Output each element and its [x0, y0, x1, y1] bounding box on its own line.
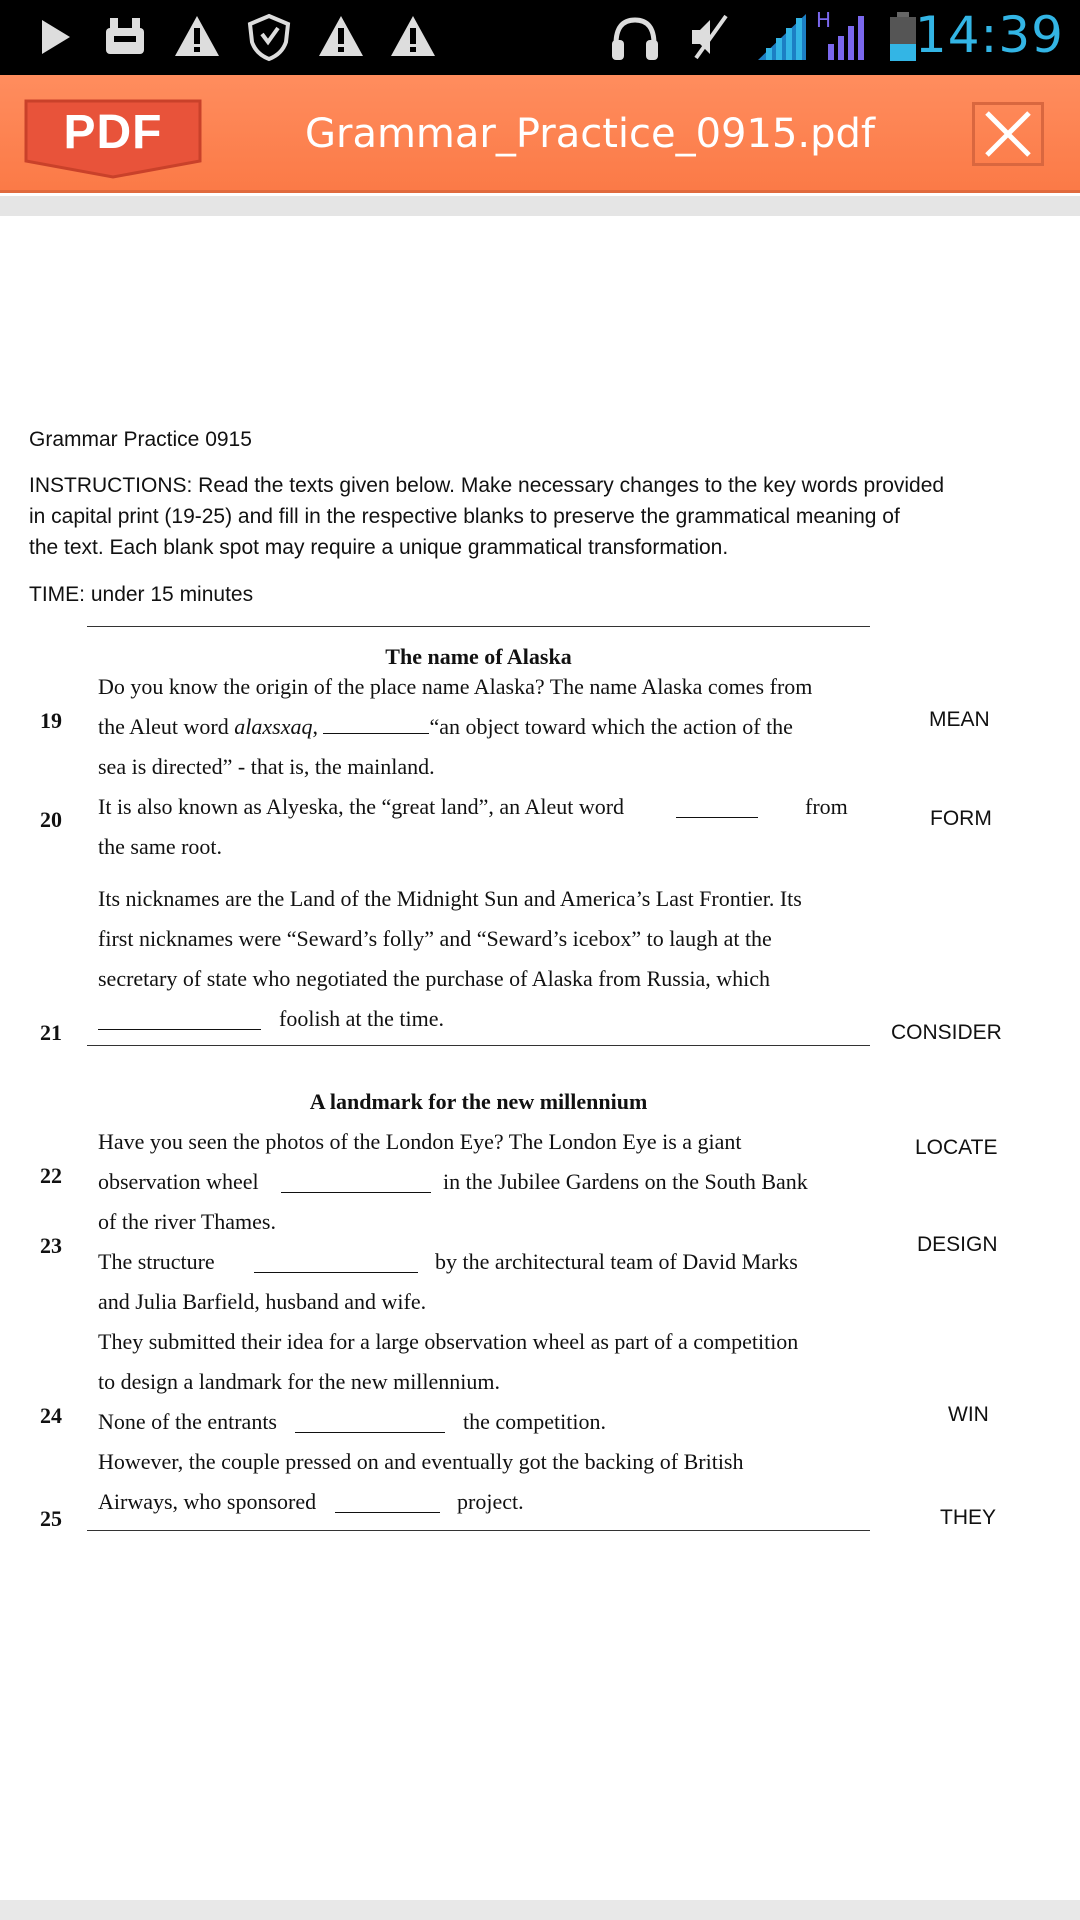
- item-number: 22: [40, 1163, 62, 1188]
- answer-blank-24[interactable]: [295, 1415, 445, 1433]
- signal-icon: [756, 12, 808, 62]
- mute-icon: [686, 12, 732, 62]
- text-line: first nicknames were “Seward’s folly” and “Seward’s icebox” to laugh at the: [98, 926, 772, 951]
- item-number: 24: [40, 1403, 62, 1428]
- text-line: by the architectural team of David Marks: [435, 1249, 798, 1274]
- text-line: None of the entrants: [98, 1409, 277, 1434]
- text-line: project.: [457, 1489, 524, 1514]
- instructions-line: INSTRUCTIONS: Read the texts given below. Make necessary changes to the key words provided: [29, 474, 945, 497]
- close-icon: [975, 105, 1041, 163]
- answer-blank-25[interactable]: [335, 1495, 440, 1513]
- text-line: and Julia Barfield, husband and wife.: [98, 1289, 427, 1314]
- battery-icon: [888, 12, 918, 62]
- keyword: FORM: [930, 807, 992, 830]
- section-title-landmark: A landmark for the new millennium: [309, 1089, 648, 1114]
- keyword: LOCATE: [915, 1136, 998, 1159]
- item-number: 21: [40, 1020, 62, 1045]
- network-type-label: H: [816, 8, 832, 32]
- keyword: CONSIDER: [891, 1021, 1002, 1044]
- text-line: Do you know the origin of the place name Alaska? The name Alaska comes from: [98, 674, 813, 699]
- answer-blank-23[interactable]: [254, 1255, 418, 1273]
- shield-icon: [246, 12, 292, 62]
- toolbar-divider: [0, 196, 1080, 216]
- doc-header: Grammar Practice 0915: [29, 428, 252, 451]
- item-number: 23: [40, 1233, 62, 1258]
- keyword: THEY: [940, 1506, 997, 1529]
- clock: 14:39: [914, 6, 1064, 64]
- text-line: Have you seen the photos of the London Eye? The London Eye is a giant: [98, 1129, 742, 1154]
- keyword: MEAN: [929, 708, 990, 731]
- text-line: However, the couple pressed on and eventually got the backing of British: [98, 1449, 744, 1474]
- section-rule: [87, 1045, 870, 1046]
- instructions-line: the text. Each blank spot may require a unique grammatical transformation.: [29, 536, 729, 559]
- text-line: the same root.: [98, 834, 223, 859]
- answer-blank-20[interactable]: [676, 800, 758, 818]
- warning-icon: [172, 12, 222, 62]
- item-number: 20: [40, 807, 62, 832]
- answer-blank-22[interactable]: [281, 1175, 431, 1193]
- keyword: DESIGN: [917, 1233, 998, 1256]
- warning-icon: [316, 12, 366, 62]
- game-icon: [100, 12, 150, 62]
- text-line: sea is directed” - that is, the mainland.: [98, 754, 435, 779]
- close-button[interactable]: [972, 102, 1044, 166]
- text-line: It is also known as Alyeska, the “great land”, an Aleut word: [98, 794, 625, 819]
- section-rule: [87, 626, 870, 627]
- pdf-badge-label: PDF: [63, 106, 163, 159]
- instructions-line: in capital print (19-25) and fill in the respective blanks to preserve the grammatical meaning of: [29, 505, 900, 528]
- text-line: Airways, who sponsored: [98, 1489, 317, 1514]
- item-number: 25: [40, 1506, 62, 1531]
- text-line: They submitted their idea for a large observation wheel as part of a competition: [98, 1329, 799, 1354]
- status-bar: [0, 0, 1080, 75]
- section-rule: [87, 1530, 870, 1531]
- text-line: of the river Thames.: [98, 1209, 276, 1234]
- time-limit: TIME: under 15 minutes: [29, 583, 254, 606]
- keyword: WIN: [948, 1403, 989, 1426]
- text-line: from: [805, 794, 848, 819]
- text-line: in the Jubilee Gardens on the South Bank: [443, 1169, 808, 1194]
- answer-blank-19[interactable]: [323, 716, 429, 734]
- document-title: Grammar_Practice_0915.pdf: [305, 111, 875, 157]
- play-icon: [38, 12, 74, 62]
- item-number: 19: [40, 708, 62, 733]
- headphones-icon: [608, 12, 662, 62]
- text-line: the competition.: [463, 1409, 606, 1434]
- text-line: observation wheel: [98, 1169, 259, 1194]
- section-title-alaska: The name of Alaska: [385, 644, 572, 669]
- answer-blank-21[interactable]: [98, 1012, 261, 1030]
- scroll-edge: [0, 1900, 1080, 1920]
- text-line: the Aleut word alaxsxaq, “an object toward which the action of the: [98, 714, 793, 739]
- text-line: secretary of state who negotiated the purchase of Alaska from Russia, which: [98, 966, 771, 991]
- warning-icon: [388, 12, 438, 62]
- text-line: to design a landmark for the new millennium.: [98, 1369, 501, 1394]
- app-bar: [0, 75, 1080, 193]
- text-line: The structure: [98, 1249, 215, 1274]
- text-line: Its nicknames are the Land of the Midnight Sun and America’s Last Frontier. Its: [98, 886, 802, 911]
- text-line: foolish at the time.: [279, 1006, 444, 1031]
